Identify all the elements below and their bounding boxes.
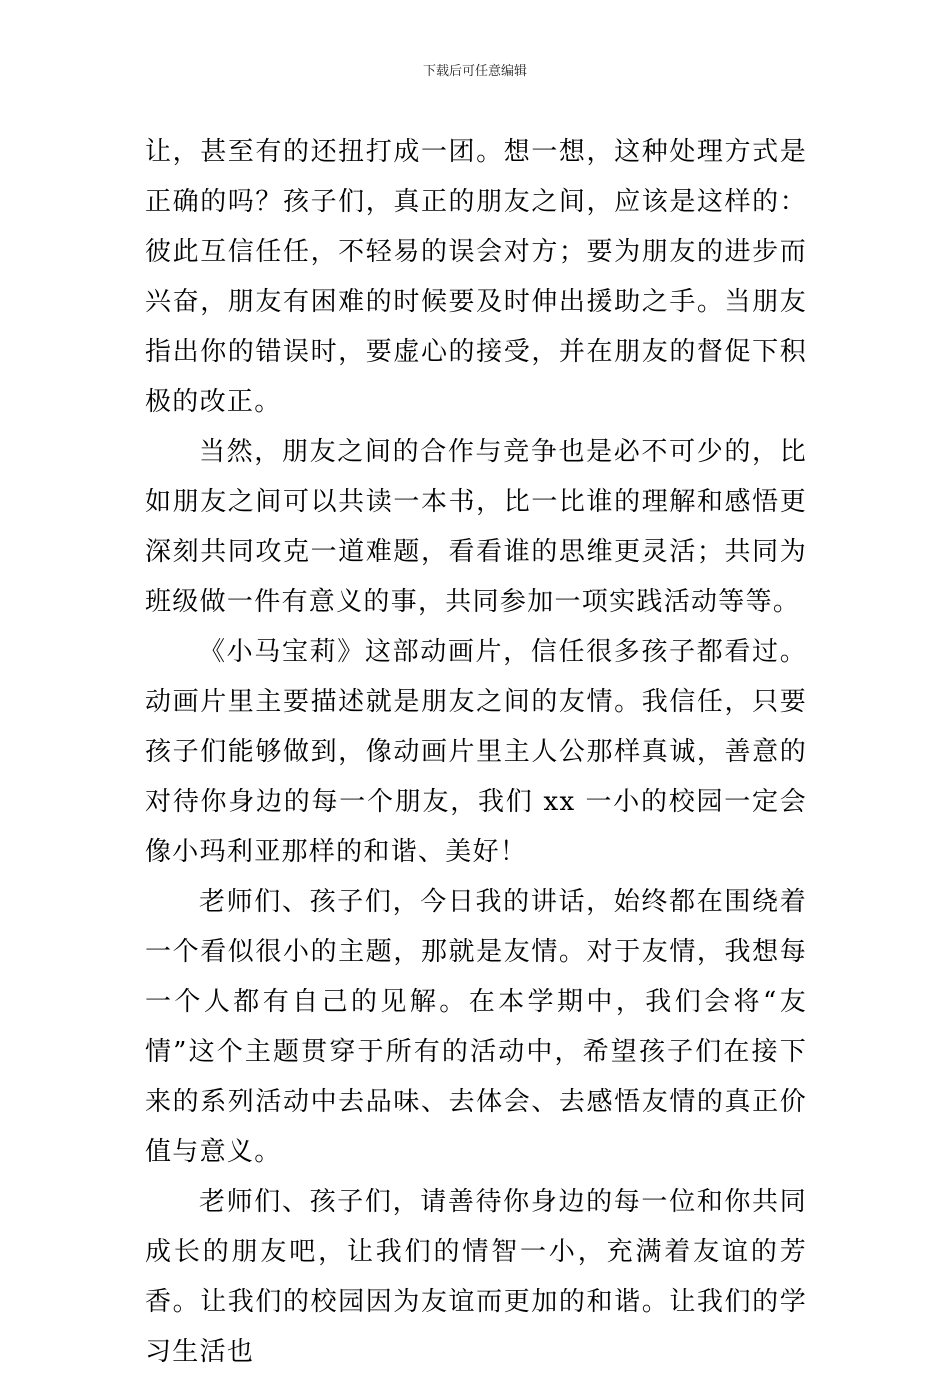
paragraph-4: 老师们、孩子们，今日我的讲话，始终都在围绕着一个看似很小的主题，那就是友情。对于友情，我想每一个人都有自己的见解。在本学期中，我们会将“友情”这个主题贯穿于所有的活动中，希望孩子们在接下来的系列活动中去品味、去体会、去感悟友情的真正价值与意义。 (145, 887, 807, 1167)
paragraph-1: 让，甚至有的还扭打成一团。想一想，这种处理方式是正确的吗？孩子们，真正的朋友之间，应该是这样的：彼此互信任任，不轻易的误会对方；要为朋友的进步而兴奋，朋友有困难的时候要及时伸出援助之手。当朋友指出你的错误时，要虚心的接受，并在朋友的督促下积极的改正。 (145, 137, 807, 417)
document-body (145, 127, 807, 1377)
paragraph-3: 《小马宝莉》这部动画片，信任很多孩子都看过。动画片里主要描述就是朋友之间的友情。我信任，只要孩子们能够做到，像动画片里主人公那样真诚，善意的对待你身边的每一个朋友，我们 xx 一小的校园一定会像小玛利亚那样的和谐、美好！ (145, 637, 807, 867)
page-header: 下载后可任意编辑 (422, 64, 527, 79)
paragraph-5: 老师们、孩子们，请善待你身边的每一位和你共同成长的朋友吧，让我们的情智一小，充满着友谊的芳香。让我们的校园因为友谊而更加的和谐。让我们的学习生活也 (145, 1187, 807, 1367)
paragraph-2: 当然，朋友之间的合作与竞争也是必不可少的，比如朋友之间可以共读一本书，比一比谁的理解和感悟更深刻共同攻克一道难题，看看谁的思维更灵活；共同为班级做一件有意义的事，共同参加一项实践活动等等。 (145, 437, 807, 617)
